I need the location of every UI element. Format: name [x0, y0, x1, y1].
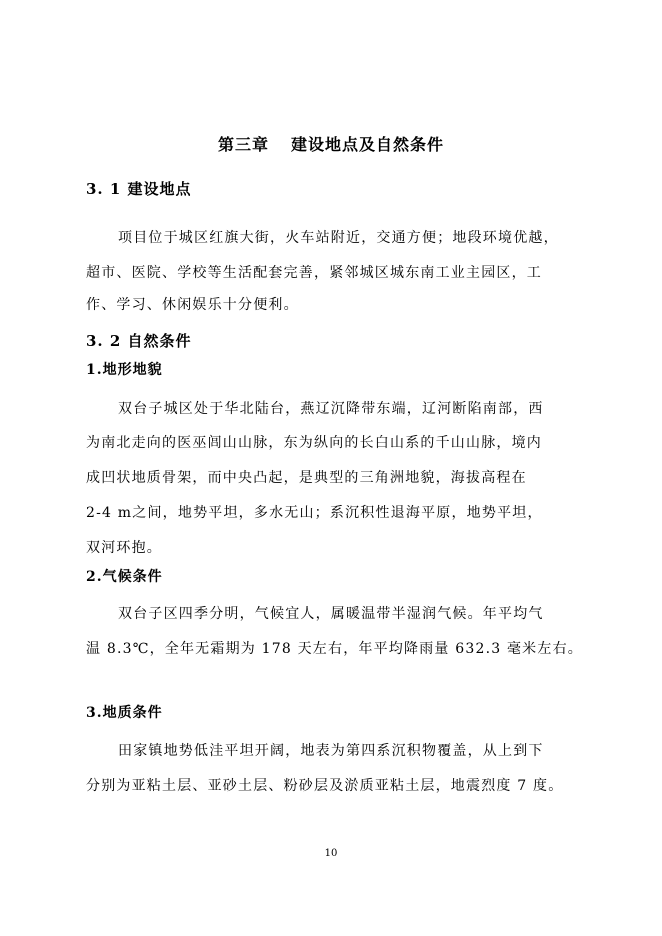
geology-heading: 3.地质条件: [86, 705, 163, 721]
paragraph-line: 为南北走向的医巫闾山山脉，东为纵向的长白山系的千山山脉，境内: [86, 435, 542, 451]
section-3-2-heading: 3. 2 自然条件: [86, 332, 192, 350]
climate-heading: 2.气候条件: [86, 569, 163, 585]
paragraph-line: 超市、医院、学校等生活配套完善，紧邻城区城东南工业主园区，工: [86, 265, 542, 281]
chapter-name: 建设地点及自然条件: [291, 135, 445, 154]
paragraph-line: 田家镇地势低洼平坦开阔，地表为第四系沉积物覆盖，从上到下: [118, 743, 544, 759]
paragraph-line: 2-4 m之间，地势平坦，多水无山；系沉积性退海平原，地势平坦，: [86, 505, 543, 521]
section-3-1-heading: 3. 1 建设地点: [86, 180, 192, 198]
chapter-number: 第三章: [217, 135, 269, 154]
paragraph-line: 双台子区四季分明，气候宜人，属暖温带半湿润气候。年平均气: [118, 606, 544, 622]
chapter-title: [0, 132, 662, 155]
terrain-heading: 1.地形地貌: [86, 362, 163, 378]
paragraph-line: 作、学习、休闲娱乐十分便利。: [86, 297, 299, 313]
paragraph-line: 温 8.3℃，全年无霜期为 178 天左右，年平均降雨量 632.3 毫米左右。: [86, 641, 583, 657]
page-number: 10: [324, 848, 338, 859]
paragraph-line: 双河环抱。: [86, 540, 162, 556]
paragraph-line: 项目位于城区红旗大街，火车站附近，交通方便；地段环境优越，: [118, 230, 559, 246]
paragraph-line: 成凹状地质骨架，而中央凸起，是典型的三角洲地貌，海拔高程在: [86, 470, 527, 486]
paragraph-line: 双台子城区处于华北陆台，燕辽沉降带东端，辽河断陷南部，西: [118, 401, 544, 417]
paragraph-line: 分别为亚粘土层、亚砂土层、粉砂层及淤质亚粘土层，地震烈度 7 度。: [86, 778, 564, 794]
